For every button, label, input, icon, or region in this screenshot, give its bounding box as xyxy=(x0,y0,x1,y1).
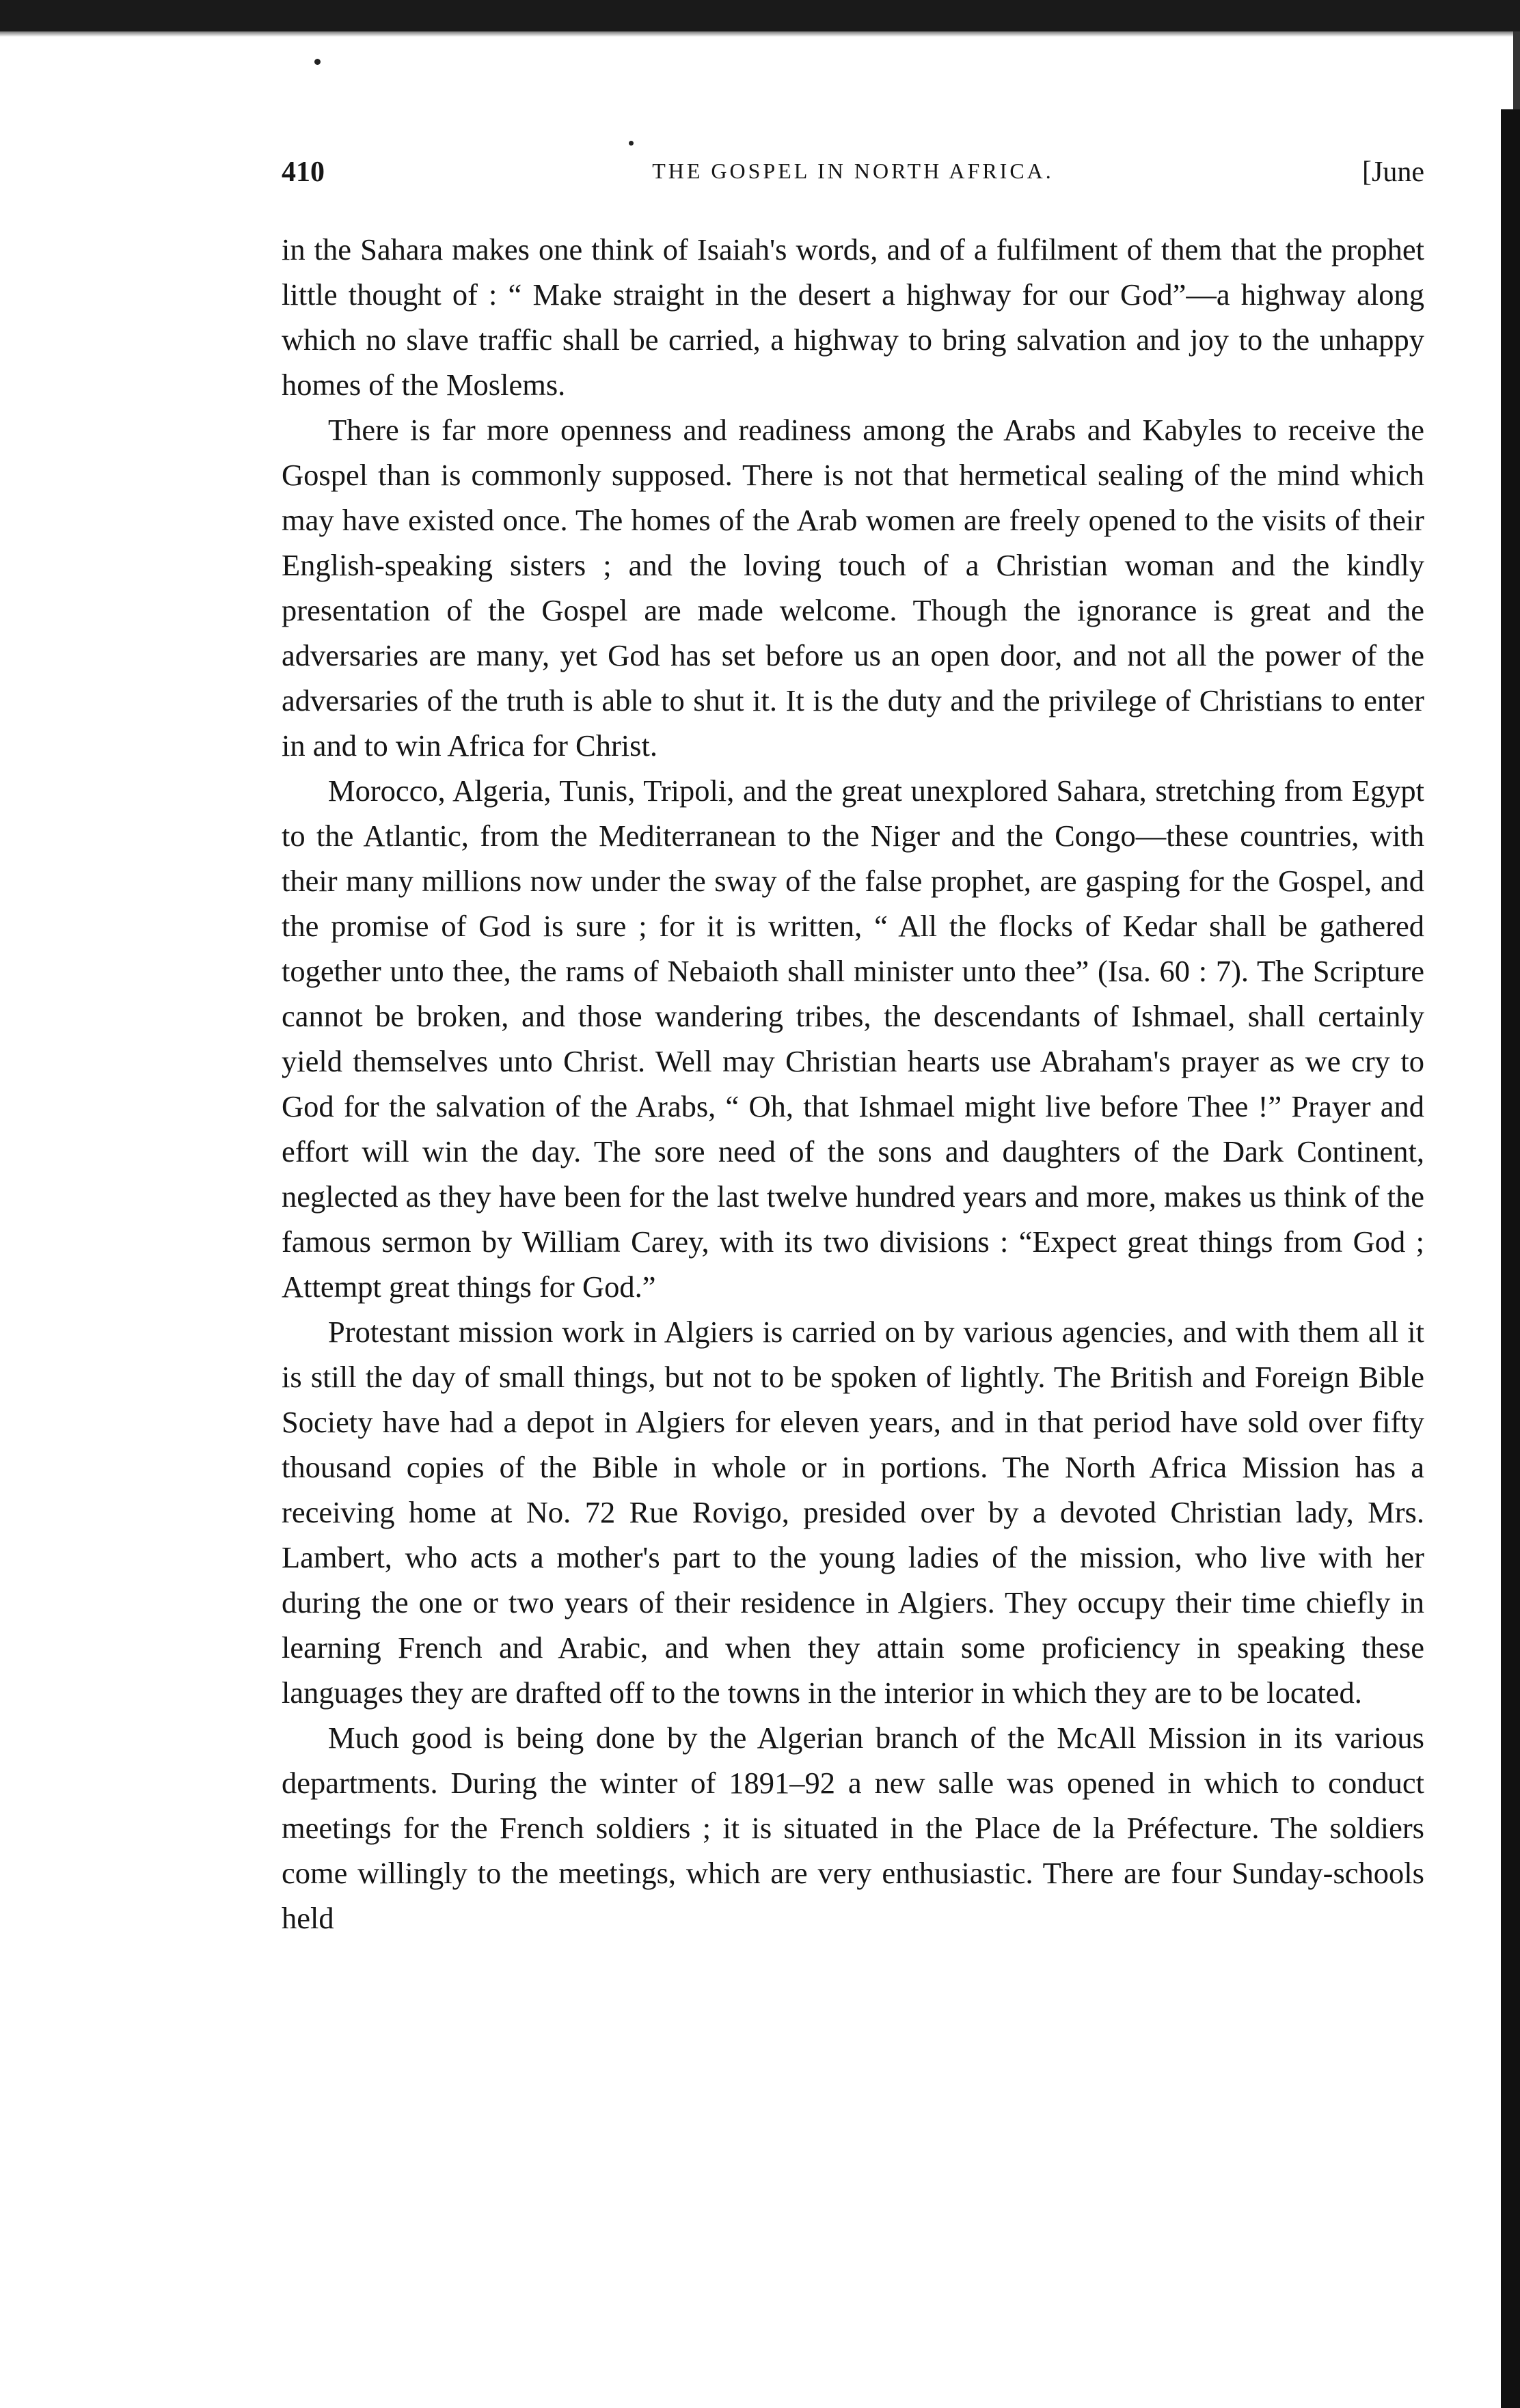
page-top-edge xyxy=(0,0,1520,31)
page-right-edge xyxy=(1501,109,1520,2408)
page-right-edge-upper xyxy=(1513,31,1520,120)
scan-speck xyxy=(629,141,634,146)
paragraph: in the Sahara makes one think of Isaiah's words, and of a fulfilment of them that the prophet little thought of : “ Make straight in the desert a highway for our God”—a highway along which no slave traffic shall be carried, a highway to bring salvation and joy to the unhappy homes of the Moslems. xyxy=(282,232,1424,402)
paragraph: Much good is being done by the Algerian branch of the McAll Mission in its various departments. During the winter of 1891–92 a new salle was opened in which to conduct meetings for the French soldiers ; it is situated in the Place de la Préfecture. The soldiers come willingly to the meetings, which are very enthusiastic. There are four Sunday-schools held xyxy=(282,1721,1424,1935)
scan-speck xyxy=(314,59,321,65)
running-title: THE GOSPEL IN NORTH AFRICA. xyxy=(652,159,1054,183)
paragraph: There is far more openness and readiness among the Arabs and Kabyles to receive the Gospel than is commonly supposed. There is not that hermetical sealing of the mind which may have existed once. The homes of the Arab women are freely opened to the visits of their English-speaking sisters ; and the loving touch of a Christian woman and the kindly presentation of the Gospel are made welcome. Though the ignorance is great and the adversaries are many, yet God has set before us an open door, and not all the power of the adversaries of the truth is able to shut it. It is the duty and the privilege of Christians to enter in and to win Africa for Christ. xyxy=(282,413,1424,763)
body-text xyxy=(282,227,1424,1941)
paragraph: Morocco, Algeria, Tunis, Tripoli, and the great unexplored Sahara, stretching from Egypt to the Atlantic, from the Mediterranean to the Niger and the Congo—these countries, with their many millions now under the sway of the false prophet, are gasping for the Gospel, and the promise of God is sure ; for it is written, “ All the flocks of Kedar shall be gathered together unto thee, the rams of Nebaioth shall minister unto thee” (Isa. 60 : 7). The Scripture cannot be broken, and those wandering tribes, the descendants of Ishmael, shall certainly yield themselves unto Christ. Well may Christian hearts use Abraham's prayer as we cry to God for the salvation of the Arabs, “ Oh, that Ishmael might live before Thee !” Prayer and effort will win the day. The sore need of the sons and daughters of the Dark Continent, neglected as they have been for the last twelve hundred years and more, makes us think of the famous sermon by William Carey, with its two divisions : “Expect great things from God ; Attempt great things for God.” xyxy=(282,774,1424,1304)
running-head xyxy=(282,156,1424,197)
page-number: 410 xyxy=(282,156,325,188)
running-section: [June xyxy=(1362,156,1424,188)
paragraph: Protestant mission work in Algiers is carried on by various agencies, and with them all it is still the day of small things, but not to be spoken of lightly. The British and Foreign Bible Society have had a depot in Algiers for eleven years, and in that period have sold over fifty thousand copies of the Bible in whole or in portions. The North Africa Mission has a receiving home at No. 72 Rue Rovigo, presided over by a devoted Christian lady, Mrs. Lambert, who acts a mother's part to the young ladies of the mission, who live with her during the one or two years of their residence in Algiers. They occupy their time chiefly in learning French and Arabic, and when they attain some proficiency in speaking these languages they are drafted off to the towns in the interior in which they are to be located. xyxy=(282,1315,1424,1710)
page-top-shadow xyxy=(0,31,1520,37)
